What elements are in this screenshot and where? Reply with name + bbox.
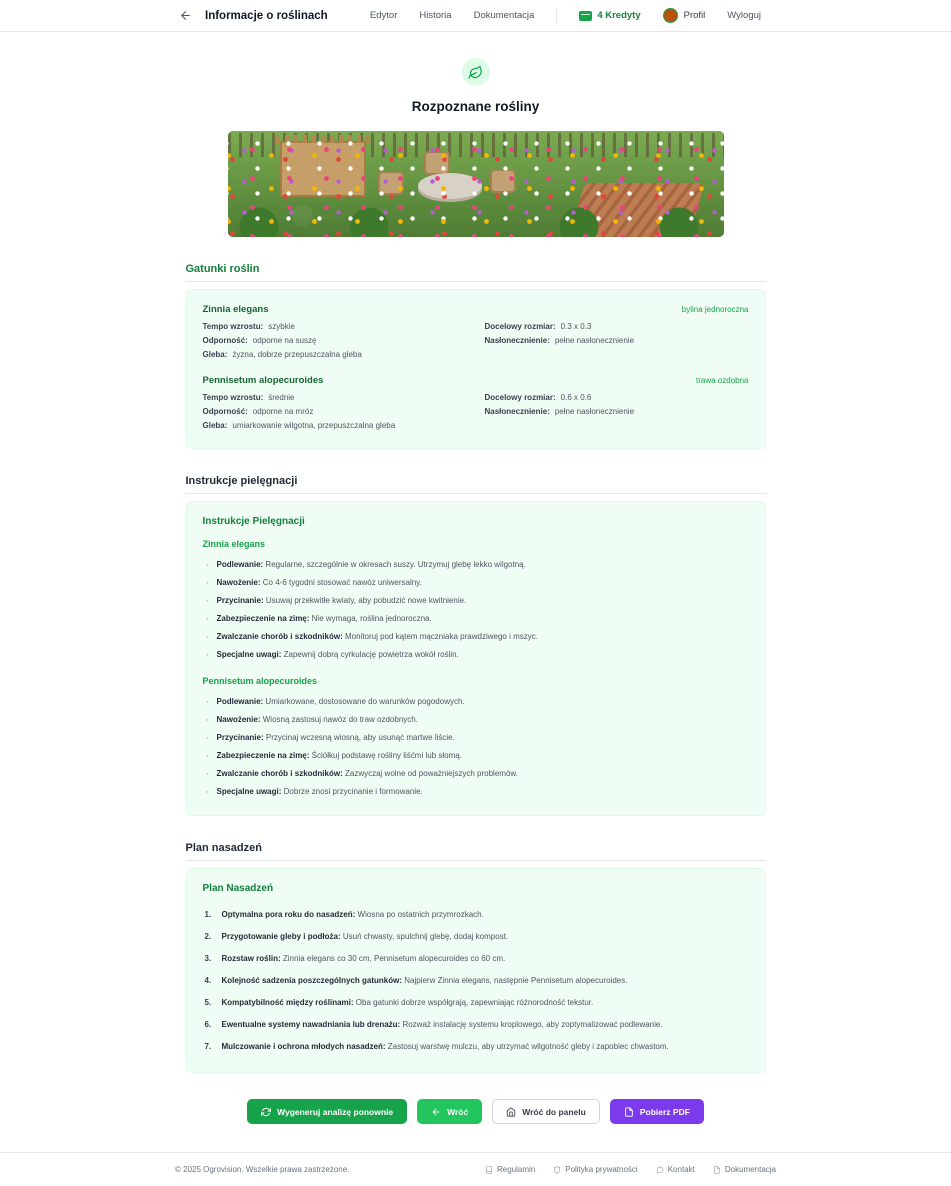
- attribute-label: Nasłonecznienie:: [484, 407, 550, 416]
- species-name: Zinnia elegans: [202, 304, 269, 315]
- plan-item: [203, 1036, 749, 1058]
- attribute-growth-rate: [203, 322, 467, 331]
- attribute-label: Gleba:: [202, 350, 228, 359]
- avatar: [663, 8, 678, 23]
- leaf-icon: [468, 65, 483, 80]
- care-card-title: Instrukcje Pielęgnacji: [202, 516, 305, 527]
- attribute-value: odporne na mróz: [252, 407, 314, 416]
- care-item-label: Podlewanie:: [216, 560, 264, 569]
- care-item-label: Zwalczanie chorób i szkodników:: [216, 769, 343, 778]
- attribute-label: Gleba:: [202, 421, 228, 430]
- attribute-label: Tempo wzrostu:: [202, 322, 264, 331]
- care-item: [203, 556, 749, 574]
- refresh-icon: [261, 1107, 271, 1117]
- care-item-text: Regularne, szczególnie w okresach suszy. Utrzymuj glebę lekko wilgotną.: [265, 560, 526, 569]
- footer-link-contact[interactable]: [656, 1165, 695, 1174]
- plan-item: [203, 926, 749, 948]
- plan-item-label: Ewentualne systemy nawadniania lub drenażu:: [221, 1020, 401, 1029]
- attribute-resistance: [203, 407, 467, 416]
- care-item: [203, 765, 749, 783]
- plan-list: [203, 904, 749, 1058]
- footer: [0, 1152, 951, 1186]
- care-item-label: Przycinanie:: [216, 596, 264, 605]
- care-card: [186, 501, 766, 816]
- care-item-text: Wiosną zastosuj nawóz do traw ozdobnych.: [262, 715, 418, 724]
- plan-item-text: Oba gatunki dobrze współgrają, zapewniając różnorodność tekstur.: [355, 998, 594, 1007]
- plan-card-title: Plan Nasadzeń: [202, 883, 274, 894]
- care-item-text: Zazwyczaj wolne od poważniejszych problemów.: [344, 769, 518, 778]
- attribute-value: 0.6 x 0.6: [560, 393, 592, 402]
- care-item-text: Dobrze znosi przycinanie i formowanie.: [283, 787, 423, 796]
- regenerate-analysis-label: Wygeneruj analizę ponownie: [277, 1106, 394, 1117]
- plan-item-label: Rozstaw roślin:: [221, 954, 281, 963]
- attribute-target-size: [485, 322, 749, 331]
- plan-item-label: Kompatybilność między roślinami:: [221, 998, 354, 1007]
- attribute-soil: [203, 350, 749, 359]
- species-item: [203, 375, 749, 434]
- back-to-dashboard-label: Wróć do panelu: [522, 1106, 586, 1117]
- document-icon: [624, 1107, 634, 1117]
- garden-image: [228, 131, 724, 237]
- attribute-value: średnie: [268, 393, 295, 402]
- care-item-text: Umiarkowane, dostosowane do warunków pogodowych.: [265, 697, 465, 706]
- species-name: Pennisetum alopecuroides: [202, 375, 324, 386]
- section-heading-care: Instrukcje pielęgnacji: [186, 475, 766, 494]
- footer-link-label: Polityka prywatności: [565, 1165, 638, 1174]
- nav-divider: [556, 9, 557, 23]
- content-container: [186, 58, 766, 1124]
- plan-item-text: Zastosuj warstwę mulczu, aby utrzymać wilgotność gleby i zapobiec chwastom.: [387, 1042, 669, 1051]
- plan-item: [203, 1014, 749, 1036]
- plan-item-text: Rozważ instalację systemu kroplowego, aby zoptymalizować podlewanie.: [402, 1020, 663, 1029]
- section-heading-species: Gatunki roślin: [186, 263, 766, 282]
- care-item: [203, 592, 749, 610]
- attribute-label: Odporność:: [202, 407, 248, 416]
- plan-item-text: Zinnia elegans co 30 cm, Pennisetum alopecuroides co 60 cm.: [282, 954, 506, 963]
- plan-item-label: Przygotowanie gleby i podłoża:: [221, 932, 341, 941]
- download-pdf-button[interactable]: [610, 1099, 704, 1124]
- plan-item-text: Usuń chwasty, spulchnij glebę, dodaj kompost.: [342, 932, 509, 941]
- care-item: [203, 729, 749, 747]
- credit-card-icon: [579, 11, 592, 21]
- care-item-label: Podlewanie:: [216, 697, 264, 706]
- attribute-value: żyzna, dobrze przepuszczalna gleba: [232, 350, 362, 359]
- page-title: Informacje o roślinach: [205, 9, 328, 22]
- species-tag: bylina jednoroczna: [681, 305, 749, 314]
- care-item: [203, 693, 749, 711]
- attribute-label: Nasłonecznienie:: [484, 336, 550, 345]
- plan-item: [203, 904, 749, 926]
- care-item-text: Nie wymaga, roślina jednoroczna.: [311, 614, 432, 623]
- profile-label: Profil: [683, 10, 706, 21]
- back-action-label: Wróć: [447, 1106, 469, 1117]
- profile-button[interactable]: [663, 8, 706, 23]
- leaf-badge: [462, 58, 490, 86]
- attribute-target-size: [485, 393, 749, 402]
- species-tag: trawa ozdobna: [696, 376, 749, 385]
- footer-link-docs[interactable]: [713, 1165, 776, 1174]
- care-list: [203, 556, 749, 664]
- care-item-text: Usuwaj przekwitłe kwiaty, aby pobudzić nowe kwitnienie.: [265, 596, 467, 605]
- attribute-value: 0.3 x 0.3: [560, 322, 592, 331]
- plan-item: [203, 992, 749, 1014]
- top-bar: [0, 0, 951, 32]
- care-item: [203, 783, 749, 801]
- back-to-dashboard-button[interactable]: [492, 1099, 600, 1124]
- back-action-button[interactable]: [417, 1099, 482, 1124]
- download-pdf-label: Pobierz PDF: [639, 1106, 690, 1117]
- attribute-label: Docelowy rozmiar:: [484, 393, 556, 402]
- plan-item: [203, 970, 749, 992]
- care-item-text: Zapewnij dobrą cyrkulację powietrza wokół roślin.: [283, 650, 459, 659]
- attribute-sunlight: [485, 407, 749, 416]
- plan-item-label: Kolejność sadzenia poszczególnych gatunków:: [221, 976, 402, 985]
- care-item-label: Przycinanie:: [216, 733, 264, 742]
- attribute-sunlight: [485, 336, 749, 345]
- attribute-value: szybkie: [268, 322, 295, 331]
- nav-item-documentation[interactable]: Dokumentacja: [473, 10, 535, 21]
- shield-icon: [553, 1166, 561, 1174]
- footer-link-label: Kontakt: [667, 1165, 695, 1174]
- home-icon: [506, 1107, 516, 1117]
- book-icon: [485, 1166, 493, 1174]
- arrow-left-icon: [179, 9, 192, 22]
- flower-beds: [228, 131, 724, 237]
- care-item-label: Nawożenie:: [216, 715, 261, 724]
- care-item-label: Zwalczanie chorób i szkodników:: [216, 632, 343, 641]
- footer-link-terms[interactable]: [485, 1165, 535, 1174]
- care-plant-name: Zinnia elegans: [202, 539, 266, 549]
- species-attributes: [203, 393, 749, 430]
- footer-copyright: © 2025 Ogrovision. Wszelkie prawa zastrzeżone.: [175, 1165, 350, 1174]
- care-item-text: Co 4-6 tygodni stosować nawóz uniwersalny.: [262, 578, 422, 587]
- arrow-left-icon: [431, 1107, 441, 1117]
- credits-badge[interactable]: [579, 10, 640, 21]
- footer-link-label: Dokumentacja: [724, 1165, 776, 1174]
- attribute-value: umiarkowanie wilgotna, przepuszczalna gleba: [232, 421, 396, 430]
- care-item: [203, 574, 749, 592]
- care-item-label: Specjalne uwagi:: [216, 787, 282, 796]
- species-header: [203, 304, 749, 315]
- attribute-label: Odporność:: [202, 336, 248, 345]
- species-item: [203, 304, 749, 363]
- care-item-text: Przycinaj wczesną wiosną, aby usunąć martwe liście.: [265, 733, 455, 742]
- footer-link-privacy[interactable]: [553, 1165, 637, 1174]
- attribute-soil: [203, 421, 749, 430]
- section-heading-plan: Plan nasadzeń: [186, 842, 766, 861]
- attribute-value: pełne nasłonecznienie: [554, 336, 635, 345]
- care-item: [203, 711, 749, 729]
- top-nav: [370, 8, 931, 23]
- care-item-text: Ściółkuj podstawę rośliny liśćmi lub słomą.: [311, 751, 462, 760]
- main-heading: Rozpoznane rośliny: [411, 99, 540, 114]
- attribute-resistance: [203, 336, 467, 345]
- care-list: [203, 693, 749, 801]
- care-item-label: Zabezpieczenie na zimę:: [216, 751, 310, 760]
- footer-links: [485, 1165, 776, 1174]
- attribute-label: Tempo wzrostu:: [202, 393, 264, 402]
- attribute-growth-rate: [203, 393, 467, 402]
- care-item-label: Specjalne uwagi:: [216, 650, 282, 659]
- nav-item-history[interactable]: Historia: [419, 10, 452, 21]
- care-plant-name: Pennisetum alopecuroides: [202, 676, 318, 686]
- footer-link-label: Regulamin: [496, 1165, 536, 1174]
- care-item: [203, 628, 749, 646]
- attribute-label: Docelowy rozmiar:: [484, 322, 556, 331]
- care-item: [203, 646, 749, 664]
- plan-item-label: Optymalna pora roku do nasadzeń:: [221, 910, 356, 919]
- attribute-value: odporne na suszę: [252, 336, 317, 345]
- credits-label: 4 Kredyty: [597, 10, 641, 21]
- plan-item: [203, 948, 749, 970]
- care-item-label: Zabezpieczenie na zimę:: [216, 614, 310, 623]
- logout-button[interactable]: Wyloguj: [727, 10, 761, 21]
- species-attributes: [203, 322, 749, 359]
- regenerate-analysis-button[interactable]: [247, 1099, 407, 1124]
- back-button[interactable]: [175, 6, 195, 26]
- care-item-label: Nawożenie:: [216, 578, 261, 587]
- plan-card: [186, 868, 766, 1073]
- file-icon: [713, 1166, 721, 1174]
- plan-item-text: Wiosna po ostatnich przymrozkach.: [357, 910, 484, 919]
- page-content: [0, 32, 951, 1124]
- chat-icon: [656, 1166, 664, 1174]
- action-bar: [186, 1099, 766, 1124]
- care-item-text: Monitoruj pod kątem mączniaka prawdziwego i mszyc.: [344, 632, 538, 641]
- plan-item-label: Mulczowanie i ochrona młodych nasadzeń:: [221, 1042, 386, 1051]
- nav-item-editor[interactable]: Edytor: [369, 10, 398, 21]
- care-item: [203, 610, 749, 628]
- attribute-value: pełne nasłonecznienie: [554, 407, 635, 416]
- species-header: [203, 375, 749, 386]
- plan-item-text: Najpierw Zinnia elegans, następnie Pennisetum alopecuroides.: [404, 976, 628, 985]
- species-card: [186, 289, 766, 449]
- care-item: [203, 747, 749, 765]
